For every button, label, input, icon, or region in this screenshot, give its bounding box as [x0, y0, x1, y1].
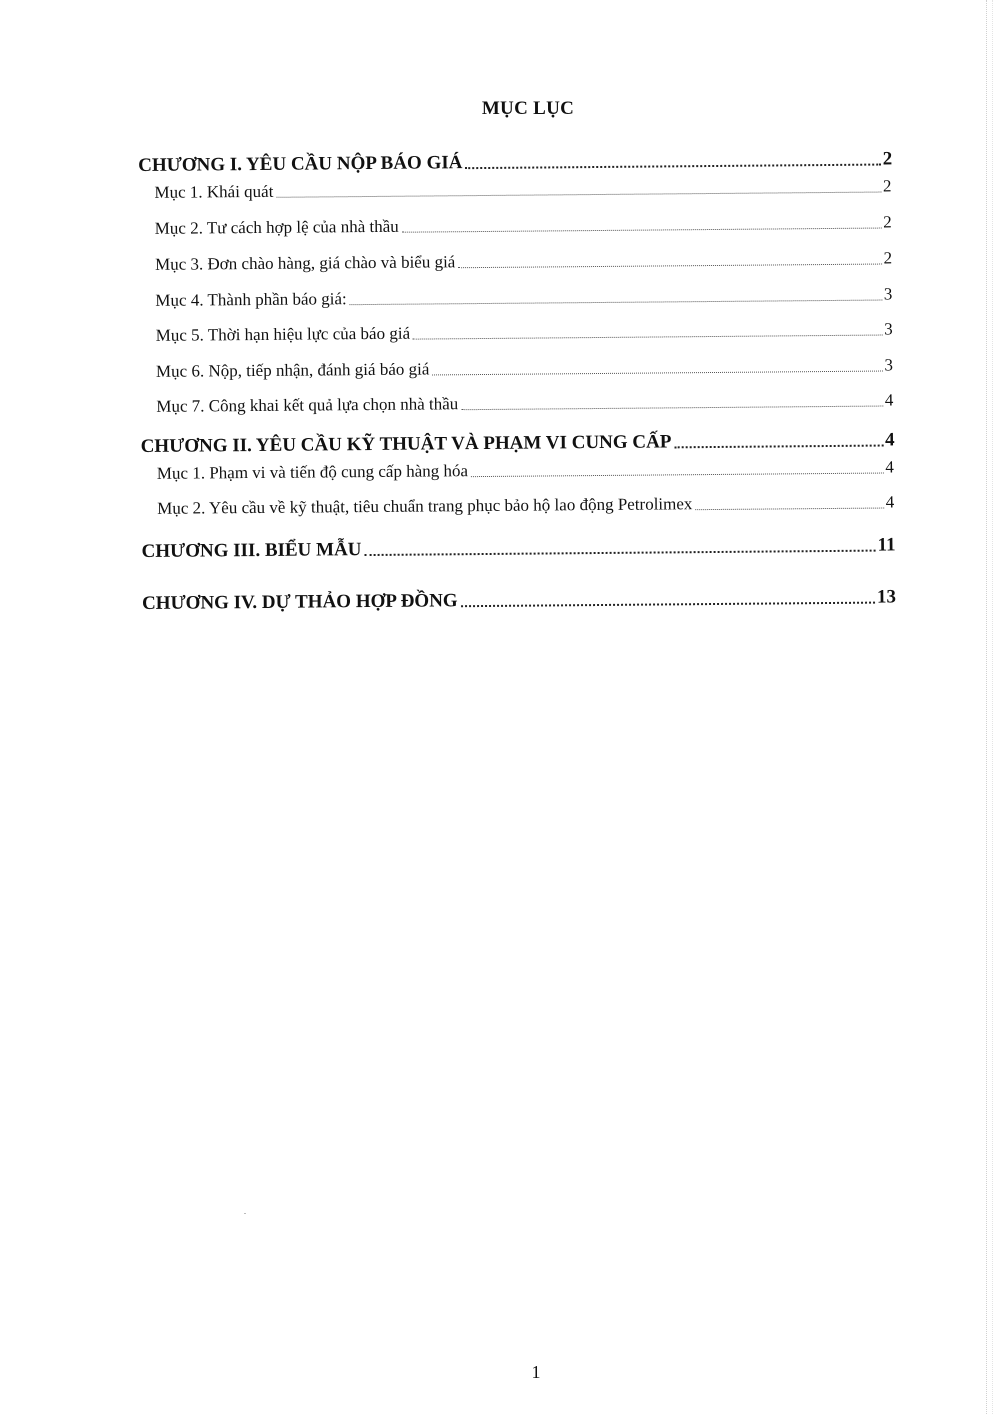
- dot-leader: [461, 602, 875, 608]
- toc-entry-section[interactable]: [154, 172, 891, 204]
- dot-leader: [413, 335, 882, 340]
- toc-entry-section[interactable]: [155, 244, 892, 276]
- toc-entry-label: CHƯƠNG II. YÊU CẦU KỸ THUẬT VÀ PHẠM VI CUNG CẤP: [140, 431, 672, 458]
- toc-entry-page: 11: [877, 534, 896, 556]
- dot-leader: [471, 473, 883, 478]
- toc-entry-page: 2: [882, 176, 892, 196]
- toc-entry-label: Mục 3. Đơn chào hàng, giá chào và biểu giá: [154, 252, 456, 274]
- toc-entry-label: Mục 1. Khái quát: [154, 181, 274, 202]
- toc-entry-label: Mục 2. Tư cách hợp lệ của nhà thầu: [154, 216, 399, 238]
- toc-entry-section[interactable]: [157, 453, 894, 485]
- toc-entry-chapter-4[interactable]: [142, 583, 896, 616]
- dot-leader: [458, 264, 881, 269]
- toc-entry-section[interactable]: [156, 315, 893, 347]
- scan-speck: [244, 1213, 246, 1214]
- toc-entry-label: Mục 1. Phạm vi và tiến độ cung cấp hàng hóa: [156, 461, 469, 483]
- dot-leader: [461, 406, 883, 411]
- toc-entry-section[interactable]: [156, 386, 893, 418]
- dot-leader: [365, 550, 876, 556]
- toc-entry-page: 2: [883, 212, 892, 232]
- toc-entry-label: Mục 4. Thành phần báo giá:: [155, 289, 347, 310]
- toc-entry-section[interactable]: [155, 208, 892, 240]
- toc-entry-label: CHƯƠNG IV. DỰ THẢO HỢP ĐỒNG: [141, 590, 458, 614]
- toc-entry-label: Mục 7. Công khai kết quả lựa chọn nhà thầu: [156, 394, 459, 416]
- dot-leader: [350, 300, 882, 306]
- toc-entry-page: 4: [885, 429, 895, 451]
- dot-leader: [465, 164, 880, 170]
- dot-leader: [432, 371, 882, 376]
- toc-entry-page: 2: [882, 148, 893, 170]
- toc-entry-page: 3: [884, 355, 894, 375]
- toc-entry-page: 3: [884, 319, 893, 339]
- toc-entry-page: 3: [883, 284, 893, 304]
- toc-entry-chapter-3[interactable]: [141, 531, 895, 564]
- dot-leader: [674, 445, 883, 449]
- page-edge-line: [986, 0, 987, 1414]
- toc-entry-label: CHƯƠNG I. YÊU CẦU NỘP BÁO GIÁ: [138, 152, 463, 177]
- toc-entry-label: Mục 6. Nộp, tiếp nhận, đánh giá báo giá: [155, 359, 430, 381]
- toc-entry-page: 4: [885, 492, 895, 512]
- toc-entry-page: 4: [884, 390, 894, 410]
- toc-entry-section[interactable]: [155, 280, 892, 312]
- table-of-contents: [0, 135, 1000, 614]
- toc-entry-page: 4: [885, 457, 894, 477]
- dot-leader: [695, 508, 883, 511]
- dot-leader: [402, 228, 881, 233]
- dot-leader: [276, 192, 881, 198]
- toc-entry-label: Mục 5. Thời hạn hiệu lực của báo giá: [155, 323, 411, 345]
- toc-title: MỤC LỤC: [481, 98, 575, 119]
- toc-entry-page: 13: [876, 586, 897, 608]
- toc-entry-page: 2: [883, 248, 893, 268]
- toc-entry-section[interactable]: [157, 488, 894, 520]
- page-number: 1: [531, 1362, 541, 1382]
- toc-entry-label: Mục 2. Yêu cầu về kỹ thuật, tiêu chuẩn trang phục bảo hộ lao động Petrolimex: [157, 494, 693, 518]
- toc-entry-section[interactable]: [156, 351, 893, 383]
- toc-entry-label: CHƯƠNG III. BIỂU MẪU: [141, 539, 362, 563]
- page-edge-line: [992, 0, 993, 1414]
